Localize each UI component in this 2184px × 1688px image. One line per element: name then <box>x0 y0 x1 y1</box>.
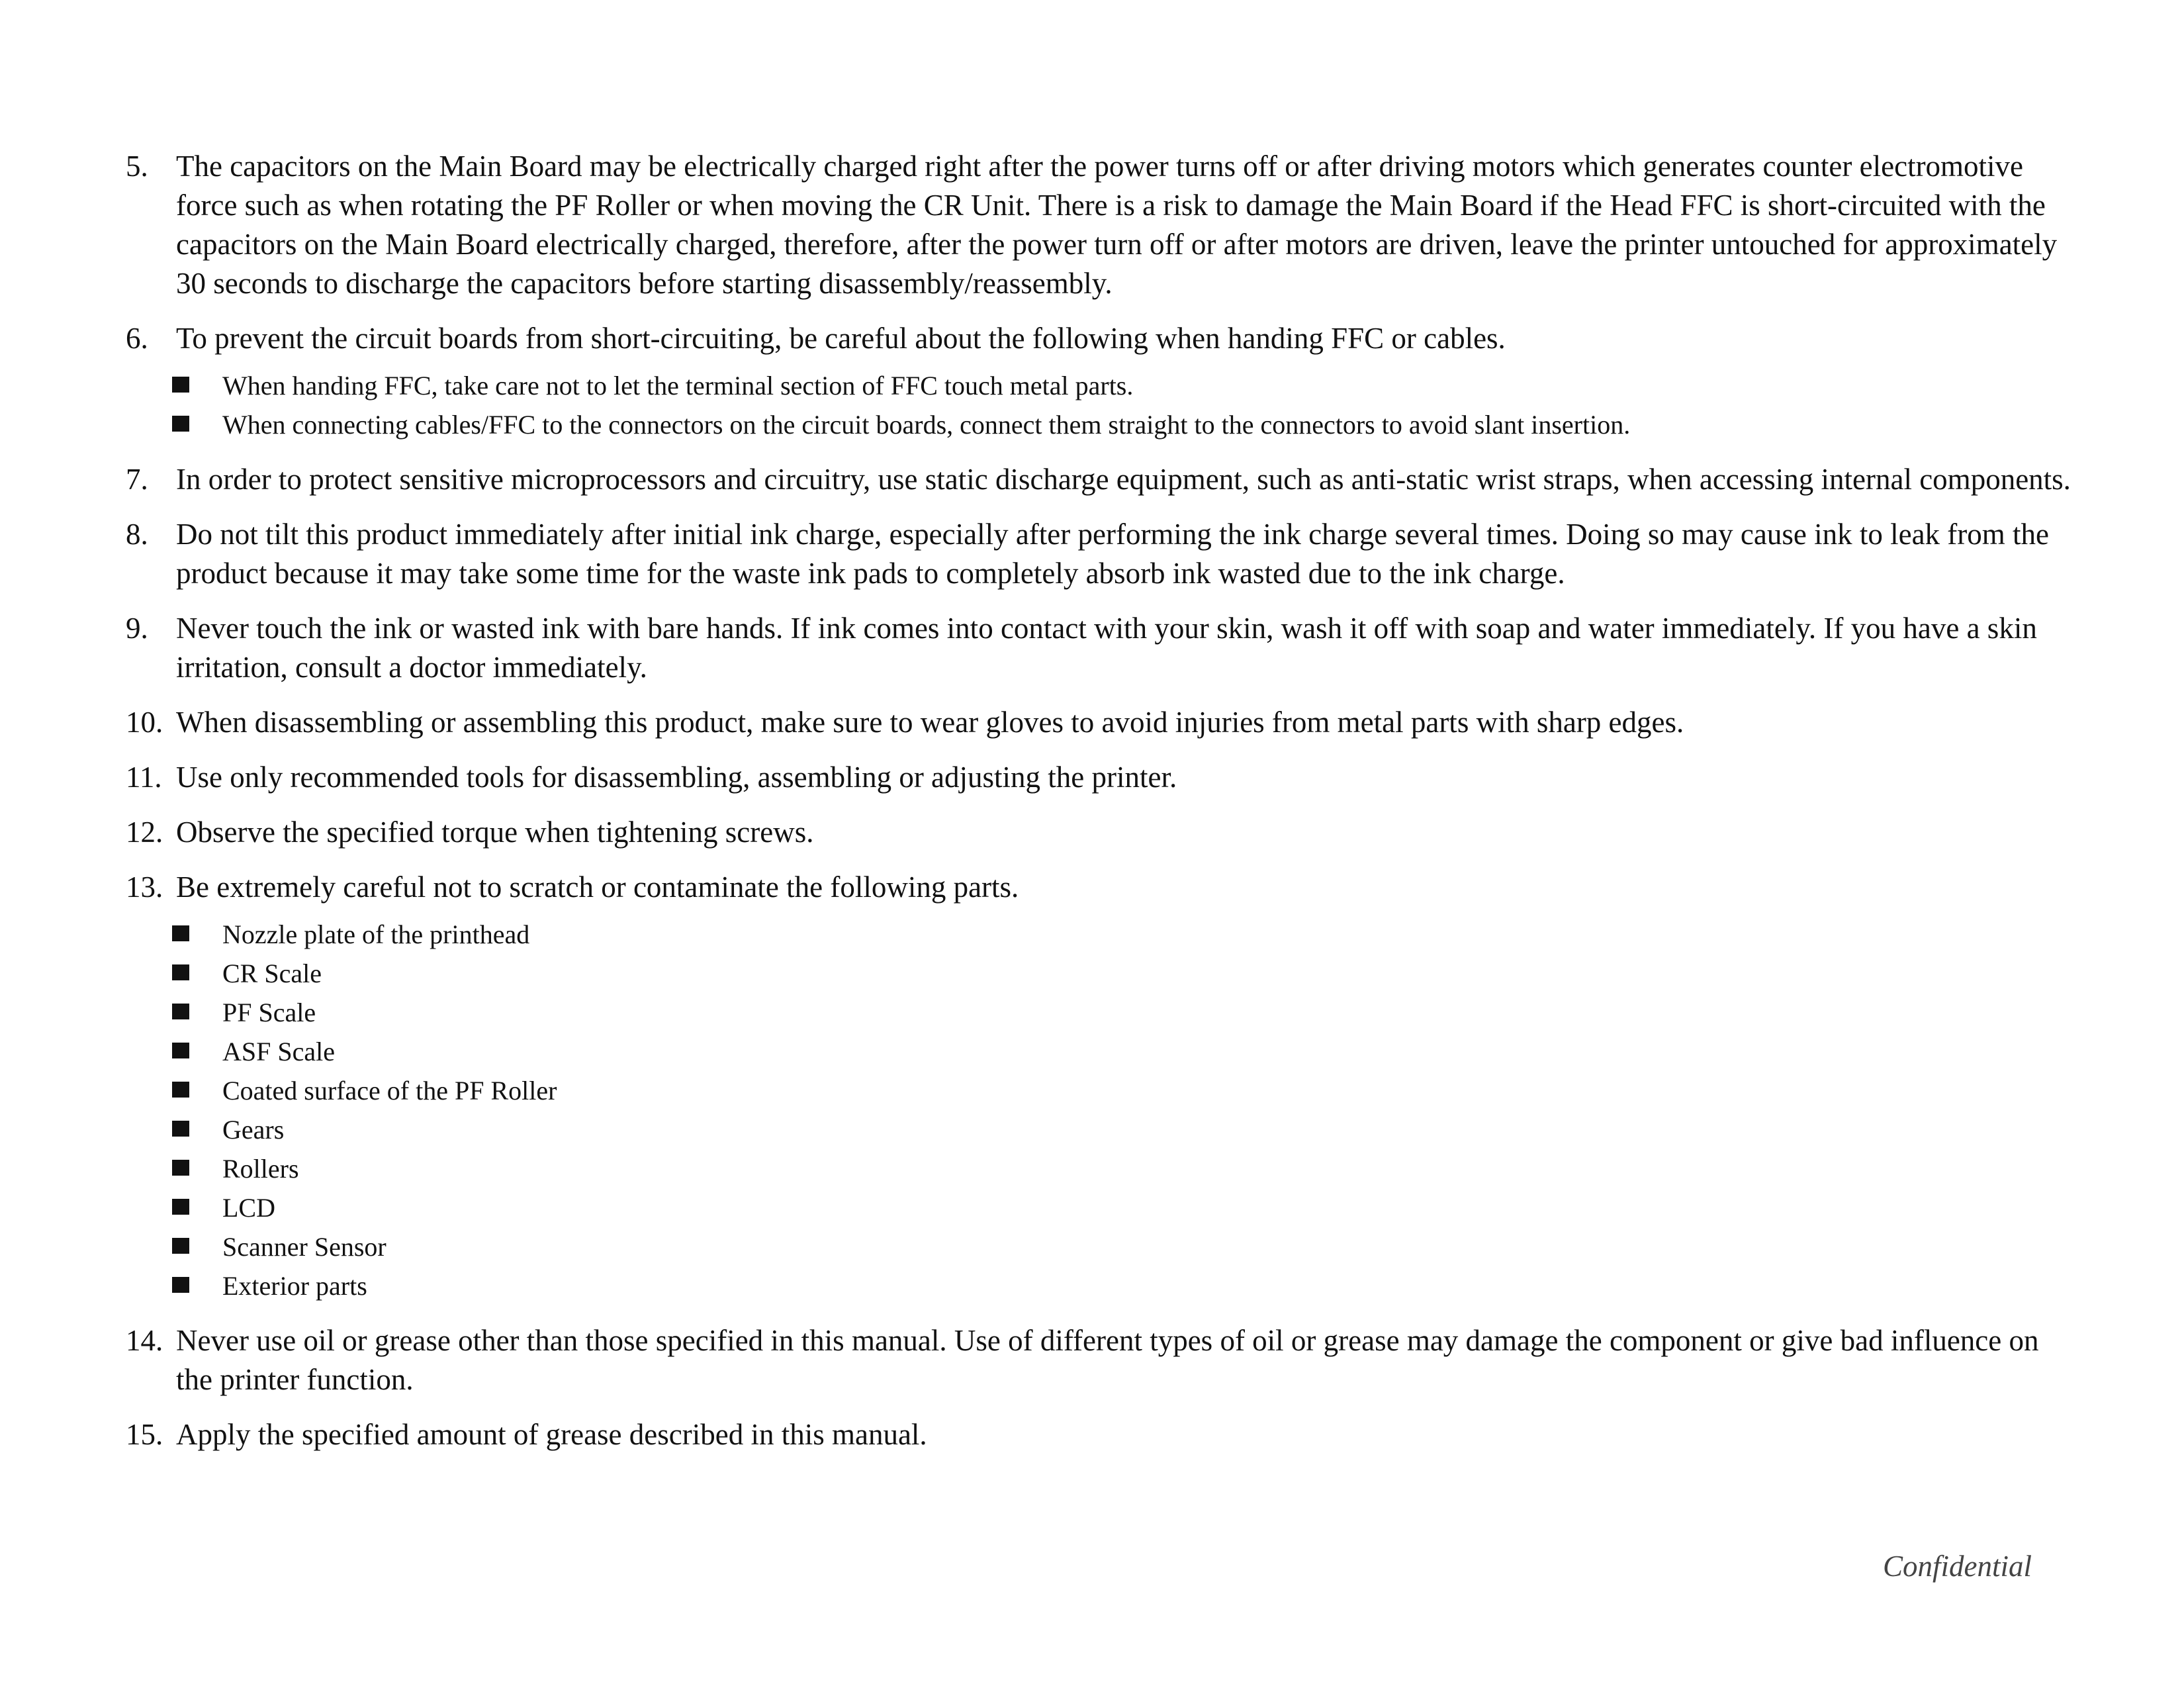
list-item <box>126 758 2071 797</box>
list-item <box>126 868 2071 1305</box>
item-text: Be extremely careful not to scratch or contaminate the following parts. <box>176 870 1019 904</box>
bullet-text: When handing FFC, take care not to let the terminal section of FFC touch metal parts. <box>222 371 1134 400</box>
square-bullet-icon <box>172 964 189 980</box>
square-bullet-icon <box>172 377 189 393</box>
square-bullet-icon <box>172 1160 189 1176</box>
bullet-item <box>172 1266 2071 1305</box>
square-bullet-icon <box>172 1199 189 1215</box>
bullet-item <box>172 1227 2071 1266</box>
item-number: 7. <box>126 463 148 496</box>
item-number: 5. <box>126 150 148 183</box>
bullet-text: PF Scale <box>222 998 316 1027</box>
list-item <box>126 813 2071 852</box>
bullet-text: Rollers <box>222 1154 299 1184</box>
list-item <box>126 703 2071 742</box>
item-text: The capacitors on the Main Board may be electrically charged right after the power turns off or after driving motors which generates counter electromotive force such as when rotating the PF Roller or when moving the CR Unit. There is a risk to damage the Main Board if the Head FFC is short-circuited with the capacitors on the Main Board electrically charged, therefore, after the power turn off or after motors are driven, leave the printer untouched for approximately 30 seconds to discharge the capacitors before starting disassembly/reassembly. <box>176 150 2058 300</box>
bullet-text: Gears <box>222 1115 285 1145</box>
item-text: Never touch the ink or wasted ink with bare hands. If ink comes into contact with your skin, wash it off with soap and water immediately. If you have a skin irritation, consult a doctor immediately. <box>176 612 2037 684</box>
item-number: 15. <box>126 1418 163 1451</box>
square-bullet-icon <box>172 416 189 432</box>
confidential-footer: Confidential <box>1883 1550 2032 1583</box>
item-text: Observe the specified torque when tightening screws. <box>176 816 814 849</box>
bullet-item <box>172 1032 2071 1071</box>
bullet-item <box>172 1071 2071 1110</box>
bullet-text: LCD <box>222 1193 275 1223</box>
bullet-item <box>172 954 2071 993</box>
bullet-item <box>172 405 2071 444</box>
item-text: To prevent the circuit boards from short-circuiting, be careful about the following when handing FFC or cables. <box>176 322 1506 355</box>
list-item <box>126 609 2071 687</box>
square-bullet-icon <box>172 1043 189 1058</box>
list-item <box>126 319 2071 444</box>
bullet-list <box>172 915 2071 1305</box>
item-text: Never use oil or grease other than those specified in this manual. Use of different types of oil or grease may damage the component or give bad influence on the printer function. <box>176 1324 2039 1396</box>
bullet-item <box>172 993 2071 1032</box>
item-text: When disassembling or assembling this product, make sure to wear gloves to avoid injuries from metal parts with sharp edges. <box>176 706 1684 739</box>
precautions-list <box>126 147 2071 1470</box>
bullet-item <box>172 366 2071 405</box>
bullet-text: ASF Scale <box>222 1037 335 1066</box>
item-number: 14. <box>126 1324 163 1357</box>
bullet-text: Coated surface of the PF Roller <box>222 1076 557 1105</box>
bullet-item <box>172 915 2071 954</box>
bullet-item <box>172 1188 2071 1227</box>
square-bullet-icon <box>172 1277 189 1293</box>
list-item <box>126 515 2071 593</box>
list-item <box>126 147 2071 303</box>
item-number: 13. <box>126 870 163 904</box>
item-text: Apply the specified amount of grease described in this manual. <box>176 1418 927 1451</box>
list-item <box>126 1415 2071 1454</box>
item-text: In order to protect sensitive microprocessors and circuitry, use static discharge equipment, such as anti-static wrist straps, when accessing internal components. <box>176 463 2071 496</box>
bullet-text: When connecting cables/FFC to the connectors on the circuit boards, connect them straight to the connectors to avoid slant insertion. <box>222 410 1631 440</box>
square-bullet-icon <box>172 925 189 941</box>
square-bullet-icon <box>172 1004 189 1019</box>
bullet-item <box>172 1110 2071 1149</box>
bullet-text: CR Scale <box>222 959 322 988</box>
item-number: 8. <box>126 518 148 551</box>
item-number: 11. <box>126 761 162 794</box>
square-bullet-icon <box>172 1121 189 1137</box>
list-item <box>126 460 2071 499</box>
item-text: Do not tilt this product immediately after initial ink charge, especially after performing the ink charge several times. Doing so may cause ink to leak from the product because it may take some time for the waste ink pads to completely absorb ink wasted due to the ink charge. <box>176 518 2049 590</box>
bullet-text: Nozzle plate of the printhead <box>222 919 530 949</box>
list-item <box>126 1321 2071 1399</box>
item-number: 12. <box>126 816 163 849</box>
item-text: Use only recommended tools for disassembling, assembling or adjusting the printer. <box>176 761 1177 794</box>
bullet-text: Exterior parts <box>222 1271 367 1301</box>
bullet-text: Scanner Sensor <box>222 1232 387 1262</box>
item-number: 9. <box>126 612 148 645</box>
bullet-list <box>172 366 2071 444</box>
bullet-item <box>172 1149 2071 1188</box>
square-bullet-icon <box>172 1238 189 1254</box>
item-number: 10. <box>126 706 163 739</box>
item-number: 6. <box>126 322 148 355</box>
square-bullet-icon <box>172 1082 189 1098</box>
